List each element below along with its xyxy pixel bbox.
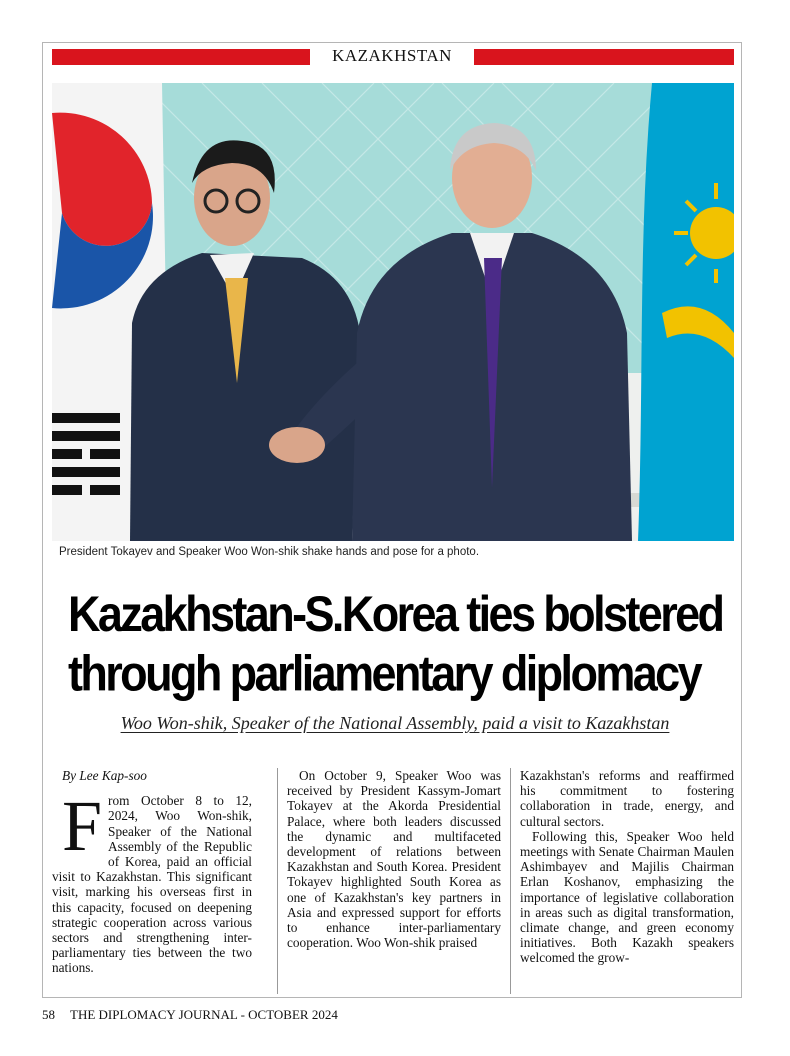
section-label: KAZAKHSTAN [332,46,452,65]
article-column-1 [52,768,252,976]
page-number: 58 [42,1007,55,1022]
deck-text: Woo Won-shik, Speaker of the National Assembly, paid a visit to Kazakhstan [120,713,670,733]
article-column-3 [520,768,734,966]
column-divider-1 [277,768,278,994]
column-divider-2 [510,768,511,994]
column-1-text: rom October 8 to 12, 2024, Woo Won-shik, Speaker of the National Assembly of the Republic of Korea, paid an official visit to Kazakhstan. This significant visit, marking his overseas first in this capacity, focused on deepening strategic cooperation across various sectors and strengthening inter-parliamentary ties between the two nations. [52,793,252,976]
article-deck [0,713,790,734]
section-bar-left [52,49,310,65]
headline-line-2: through parliamentary diplomacy [68,644,701,702]
article-photo [52,83,734,541]
photo-caption: President Tokayev and Speaker Woo Won-shik shake hands and pose for a photo. [59,546,480,558]
headline-line-1: Kazakhstan-S.Korea ties bolstered [68,585,723,643]
page-footer [42,1007,338,1023]
article-headline [68,584,738,703]
column-2-text: On October 9, Speaker Woo was received by President Kassym-Jomart Tokayev at the Akorda Presidential Palace, where both leaders discussed the dynamic and multifaceted development of relations between Kazakhstan and South Korea. President Tokayev highlighted South Korea as one of Kazakhstan's key partners in Asia and expressed support for efforts to enhance inter-parliamentary cooperation. Woo Won-shik praised [287,768,501,951]
drop-cap: F [62,786,103,867]
byline: By Lee Kap-soo [62,768,147,783]
column-3-text-a: Kazakhstan's reforms and reaffirmed his commitment to fostering collaboration in trade, energy, and cultural sectors. [520,768,734,829]
publication-name: THE DIPLOMACY JOURNAL - OCTOBER 2024 [70,1007,338,1022]
handshake-photo-illustration [52,83,734,541]
article-column-2 [287,768,501,950]
column-3-text-b: Following this, Speaker Woo held meetings with Senate Chairman Maulen Ashimbayev and Majilis Chairman Erlan Koshanov, emphasizing the importance of legislative collaboration in areas such as digital transformation, climate change, and green economy initiatives. Both Kazakh speakers welcomed the grow- [520,828,734,966]
section-bar-right [474,49,734,65]
handshake [269,427,325,463]
